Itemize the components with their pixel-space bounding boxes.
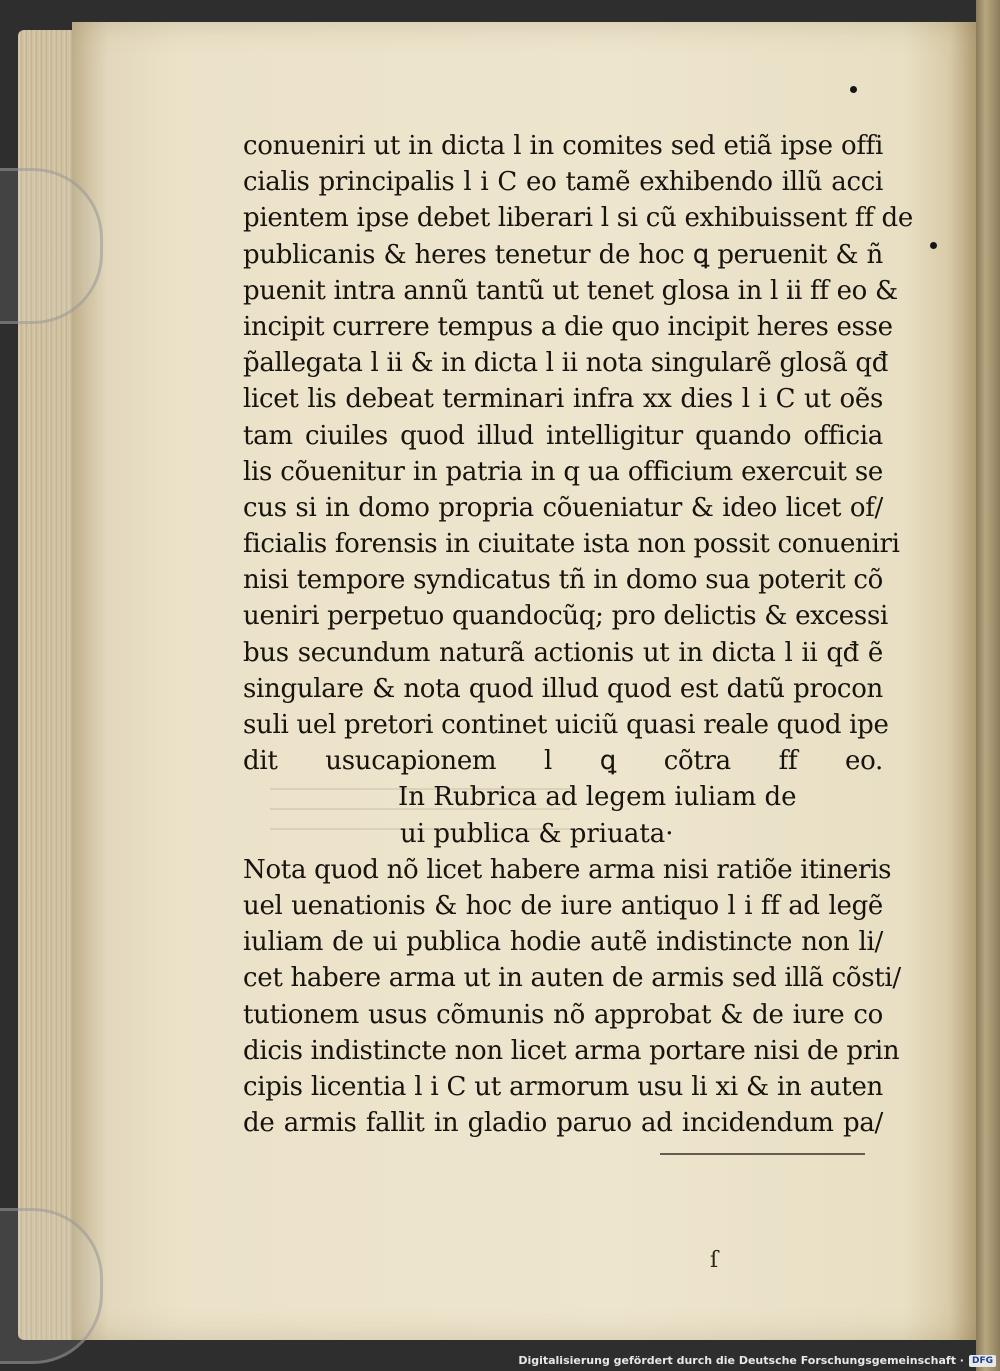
text-line: ueniri perpetuo quandocũq; pro delictis & excessi [243,601,888,632]
text-line: iuliam de ui publica hodie autẽ indistincte non li/ [243,927,883,958]
rubric-heading-line: ui publica & priuata· [400,818,674,849]
text-line: pientem ipse debet liberari l si cũ exhibuissent ff de [243,203,913,234]
dfg-logo-icon: DFG [969,1355,996,1367]
text-line: incipit currere tempus a die quo incipit heres esse [243,311,893,342]
digitization-credit [518,1354,996,1367]
text-line: dicis indistincte non licet arma portare nisi de prin [243,1035,900,1066]
text-line: nisi tempore syndicatus tñ in domo sua poterit cõ [243,565,883,596]
text-line: cialis principalis l i C eo tamẽ exhibendo illũ acci [243,167,883,198]
text-line: Nota quod nõ licet habere arma nisi ratiõe itineris [243,854,892,885]
text-line: dit usucapionem l ꝗ cõtra ff eo. [243,746,883,777]
text-line: lis cõuenitur in patria in q ua officium exercuit se [243,456,883,487]
text-block [243,128,913,1141]
facing-page-edge [976,0,1000,1371]
text-line: cipis licentia l i C ut armorum usu li xi & in auten [243,1071,883,1102]
text-line: suli uel pretori continet uiciũ quasi reale quod ipe [243,710,889,740]
underline-rule [660,1153,865,1155]
text-line: cet habere arma ut in auten de armis sed illã cõsti/ [243,963,901,994]
text-line: cus si in domo propria cõueniatur & ideo licet of/ [243,492,883,523]
credit-text: Digitalisierung gefördert durch die Deutsche Forschungsgemeinschaft · [518,1354,964,1367]
ink-dot [930,242,937,249]
ink-dot [850,86,857,93]
body-text-first [243,128,913,779]
text-line: p̃allegata l ii & in dicta l ii nota singularẽ glosã qđ [243,348,889,379]
folio-mark: ſ [710,1248,719,1273]
rubric-heading-line: In Rubrica ad legem iuliam de [398,782,797,813]
text-line: tam ciuiles quod illud intelligitur quando officia [243,420,883,451]
text-line: conueniri ut in dicta l in comites sed etiã ipse offi [243,131,883,161]
text-line: bus secundum naturã actionis ut in dicta l ii qđ ẽ [243,637,883,668]
text-line: uel uenationis & hoc de iure antiquo l i ff ad legẽ [243,890,883,921]
text-line: tutionem usus cõmunis nõ approbat & de iure co [243,999,883,1030]
text-line: ficialis forensis in ciuitate ista non possit conueniri [243,529,900,560]
body-text-second [243,852,901,1142]
text-line: singulare & nota quod illud quod est datũ procon [243,673,883,704]
text-line: licet lis debeat terminari infra xx dies l i C ut oẽs [243,384,883,415]
text-line: de armis fallit in gladio paruo ad incidendum pa/ [243,1108,883,1139]
text-line: publicanis & heres tenetur de hoc ꝗ peruenit & ñ [243,239,883,270]
text-line: puenit intra annũ tantũ ut tenet glosa in l ii ff eo & [243,275,898,306]
